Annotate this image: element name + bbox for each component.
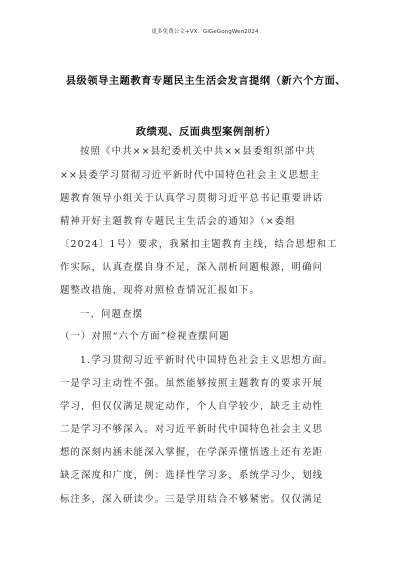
document-title-line-2: 政绩观、反面典型案例剖析） [135,127,277,138]
document-title-line-1: 县级领导主题教育专题民主生活会发言提纲（新六个方面、 [65,76,347,87]
paragraph-line: 一是学习主动性不强。虽然能够按照主题教育的要求开展 [60,378,324,389]
subsection-heading: （一）对照“六个方面”检视查摆问题 [60,331,230,342]
paragraph-line: 二是学习不够深入。对习近平新时代中国特色社会主义思 [60,424,324,435]
paragraph-line: 学习，但仅仅满足规定动作，个人自学较少，缺乏主动性 [60,401,324,412]
header-note: 更多免费公文+VX：GiGeGongWen2024 [151,29,259,35]
paragraph-line: 标注多，深入研读少。三是学用结合不够紧密。仅仅满足 [60,494,324,505]
paragraph-line: 1.学习贯彻习近平新时代中国特色社会主义思想方面。 [80,355,334,366]
paragraph-line: ××县委学习贯彻习近平新时代中国特色社会主义思想主 [60,170,321,181]
paragraph-line: 作实际，认真查摆自身不足，深入剖析问题根源，明确问 [60,262,324,273]
paragraph-line: 想的深刻内涵未能深入掌握，在学深弄懂悟透上还有差距 [60,447,324,458]
paragraph-line: 题教育领导小组关于认真学习贯彻习近平总书记重要讲话 [60,193,324,204]
paragraph-line: 题整改措施，现将对照检查情况汇报如下。 [60,285,260,296]
paragraph-line: 精神开好主题教育专题民主生活会的通知》（×委组 [60,216,296,227]
paragraph-line: 〔2024〕1号）要求，我紧扣主题教育主线，结合思想和工 [60,239,338,250]
section-heading: 一、问题查摆 [80,309,144,320]
paragraph-line: 缺乏深度和广度，例：选择性学习多，系统学习少，划线 [60,470,324,481]
paragraph-line: 按照《中共××县纪委机关中共××县委组织部中共 [80,146,316,157]
